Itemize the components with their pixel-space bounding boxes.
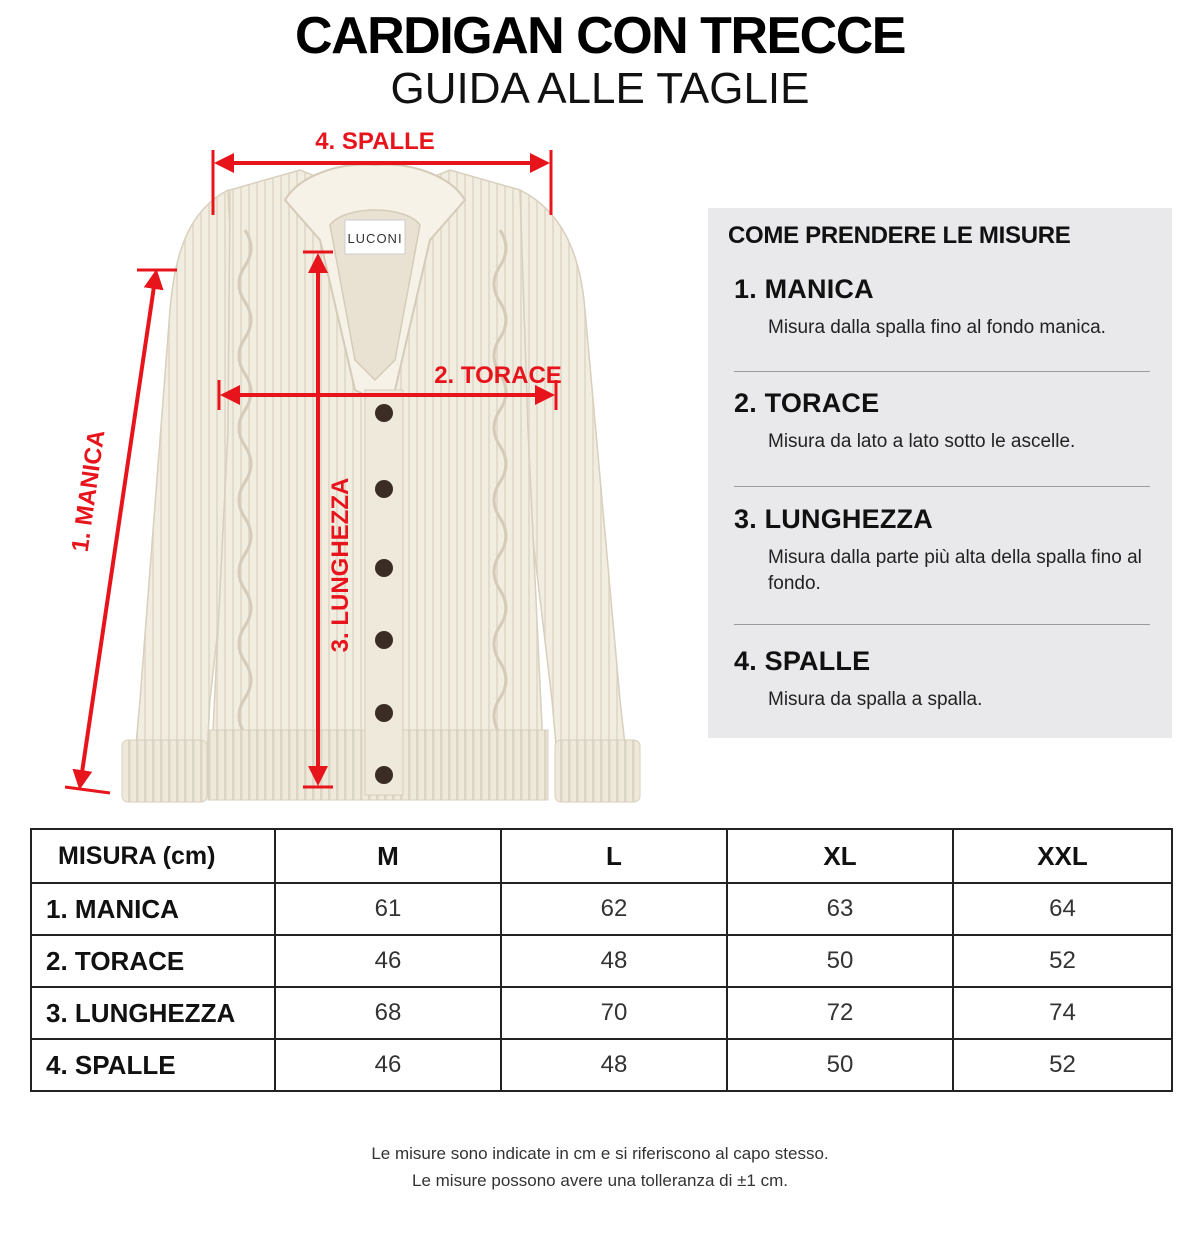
row-label: 4. SPALLE — [31, 1039, 275, 1091]
page-title: CARDIGAN CON TRECCE — [295, 7, 905, 65]
divider — [734, 486, 1150, 487]
table-cell: 50 — [727, 935, 953, 987]
footnote-line: Le misure sono indicate in cm e si riferiscono al capo stesso. — [371, 1144, 829, 1163]
guide-step-desc: Misura da spalla a spalla. — [768, 689, 983, 710]
column-header: L — [501, 829, 727, 883]
table-cell: 52 — [953, 935, 1172, 987]
button-6 — [375, 766, 393, 784]
table-cell: 48 — [501, 935, 727, 987]
table-cell: 52 — [953, 1039, 1172, 1091]
row-label: 2. TORACE — [31, 935, 275, 987]
table-header-row — [31, 829, 1172, 883]
table-cell: 72 — [727, 987, 953, 1039]
guide-step-title: 3. LUNGHEZZA — [734, 504, 933, 534]
left-cuff — [122, 740, 207, 802]
table-row — [31, 987, 1172, 1039]
brand-label-text: LUCONI — [347, 231, 403, 246]
shoulders-label: 4. SPALLE — [315, 128, 435, 155]
table-cell: 64 — [953, 883, 1172, 935]
table-row — [31, 1039, 1172, 1091]
length-label: 3. LUNGHEZZA — [327, 477, 354, 653]
table-cell: 50 — [727, 1039, 953, 1091]
button-3 — [375, 559, 393, 577]
column-header: XL — [727, 829, 953, 883]
guide-step-desc: Misura da lato a lato sotto le ascelle. — [768, 431, 1076, 452]
button-1 — [375, 404, 393, 422]
table-cell: 63 — [727, 883, 953, 935]
divider — [734, 371, 1150, 372]
button-2 — [375, 480, 393, 498]
size-table — [30, 828, 1173, 1092]
table-cell: 46 — [275, 935, 501, 987]
row-label: 1. MANICA — [31, 883, 275, 935]
guide-step-spalle — [734, 646, 1154, 713]
guide-step-torace — [734, 388, 1154, 455]
button-4 — [375, 631, 393, 649]
table-cell: 74 — [953, 987, 1172, 1039]
chest-label: 2. TORACE — [434, 362, 562, 389]
guide-step-lunghezza — [734, 504, 1154, 597]
cardigan-illustration — [0, 110, 700, 810]
right-cuff — [555, 740, 640, 802]
divider — [734, 624, 1150, 625]
column-header: XXL — [953, 829, 1172, 883]
table-cell: 61 — [275, 883, 501, 935]
table-row — [31, 935, 1172, 987]
footnote-line: Le misure possono avere una tolleranza di ±1 cm. — [412, 1171, 788, 1190]
table-cell: 46 — [275, 1039, 501, 1091]
table-cell: 68 — [275, 987, 501, 1039]
guide-step-desc: Misura dalla parte più alta della spalla fino al fondo. — [768, 547, 1142, 594]
guide-step-title: 1. MANICA — [734, 274, 874, 304]
guide-title: COME PRENDERE LE MISURE — [728, 222, 1071, 249]
footnote — [0, 1140, 1200, 1194]
page-subtitle: GUIDA ALLE TAGLIE — [390, 64, 810, 113]
table-cell: 62 — [501, 883, 727, 935]
guide-step-title: 4. SPALLE — [734, 646, 871, 676]
button-placket — [365, 390, 403, 795]
column-header: M — [275, 829, 501, 883]
guide-step-desc: Misura dalla spalla fino al fondo manica. — [768, 317, 1106, 338]
table-cell: 70 — [501, 987, 727, 1039]
table-cell: 48 — [501, 1039, 727, 1091]
row-label: 3. LUNGHEZZA — [31, 987, 275, 1039]
column-header: MISURA (cm) — [31, 829, 275, 883]
measure-guide-panel — [708, 208, 1172, 738]
table-row — [31, 883, 1172, 935]
sleeve-label: 1. MANICA — [66, 428, 111, 554]
button-5 — [375, 704, 393, 722]
guide-step-manica — [734, 274, 1154, 341]
guide-step-title: 2. TORACE — [734, 388, 880, 418]
